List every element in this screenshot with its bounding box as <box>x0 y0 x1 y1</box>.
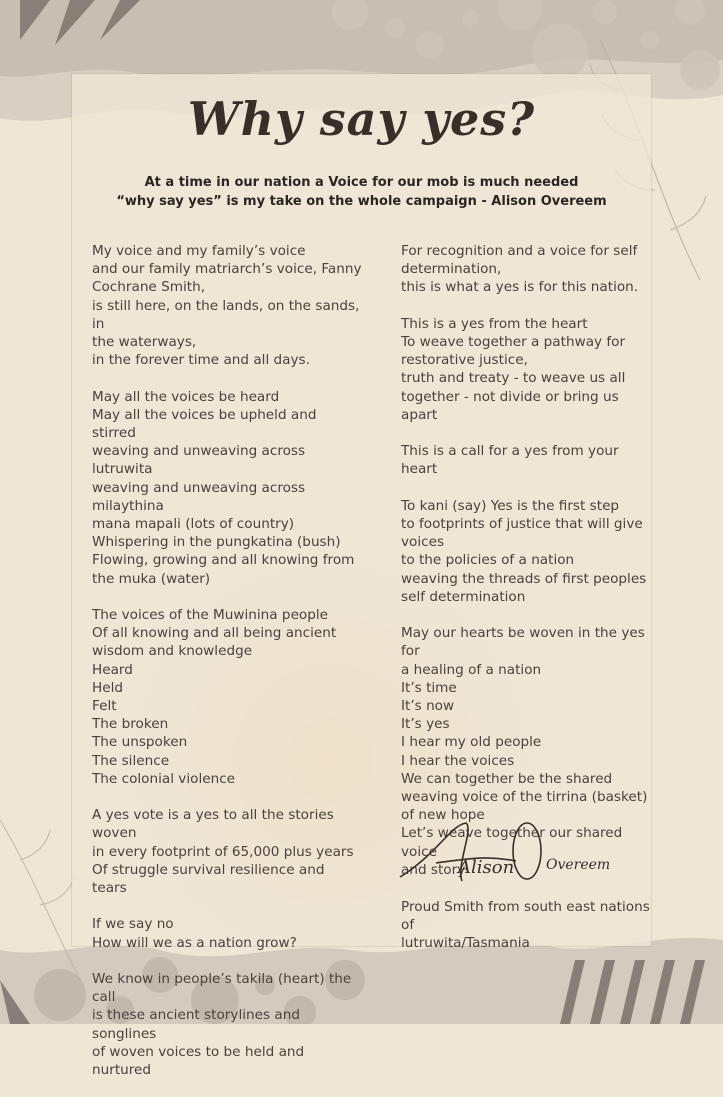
poem-left-column <box>92 242 362 1097</box>
poem-right-column <box>401 242 653 897</box>
stanza: For recognition and a voice for self determination, this is what a yes is for this nation. <box>401 243 639 296</box>
subtitle-line-2: “why say yes” is my take on the whole campaign - Alison Overeem <box>116 194 607 209</box>
stanza: This is a yes from the heart To weave together a pathway for restorative justice, truth and treaty - to weave us all together - not divide or bring us apart <box>401 315 626 423</box>
author-credit: Proud Smith from south east nations of lutruwita/Tasmania <box>401 899 650 952</box>
stanza: My voice and my family’s voice and our family matriarch’s voice, Fanny Cochrane Smith, is still here, on the lands, on the sands, in the waterways, in the forever time and all days. <box>92 243 362 369</box>
stanza: We know in people’s takila (heart) the call is these ancient storylines and songlines of woven voices to be held and nurtured <box>92 971 352 1079</box>
stanza: To kani (say) Yes is the first step to footprints of justice that will give voices to the policies of a nation weaving the threads of first peoples self determination <box>401 497 647 605</box>
stanza: This is a call for a yes from your heart <box>401 443 619 478</box>
signature-last-name: Overeem <box>546 857 611 873</box>
stanza: A yes vote is a yes to all the stories woven in every footprint of 65,000 plus years Of struggle survival resilience and tears <box>92 807 354 897</box>
poem-title: Why say yes? <box>187 92 536 146</box>
signature <box>396 815 646 895</box>
signature-first-name: Alison <box>458 857 515 878</box>
stanza: May all the voices be heard May all the voices be upheld and stirred weaving and unweaving across lutruwita weaving and unweaving across milaythina mana mapali (lots of country) Whispering in the pungkatina (bush) Flowing, growing and all knowing from the muka (water) <box>92 388 355 587</box>
subtitle-line-1: At a time in our nation a Voice for our mob is much needed <box>144 175 579 190</box>
stanza: May our hearts be woven in the yes for a healing of a nation It’s time It’s now It’s yes I hear my old people I hear the voices We can together be the shared weaving voice of the tirrina (basket) of new hope Let’s weave together our shared voice and story <box>401 625 648 878</box>
stanza: If we say no How will we as a nation grow? <box>92 916 297 951</box>
stanza: The voices of the Muwinina people Of all knowing and all being ancient wisdom and knowledge Heard Held Felt The broken The unspoken The silence The colonial violence <box>92 607 337 787</box>
